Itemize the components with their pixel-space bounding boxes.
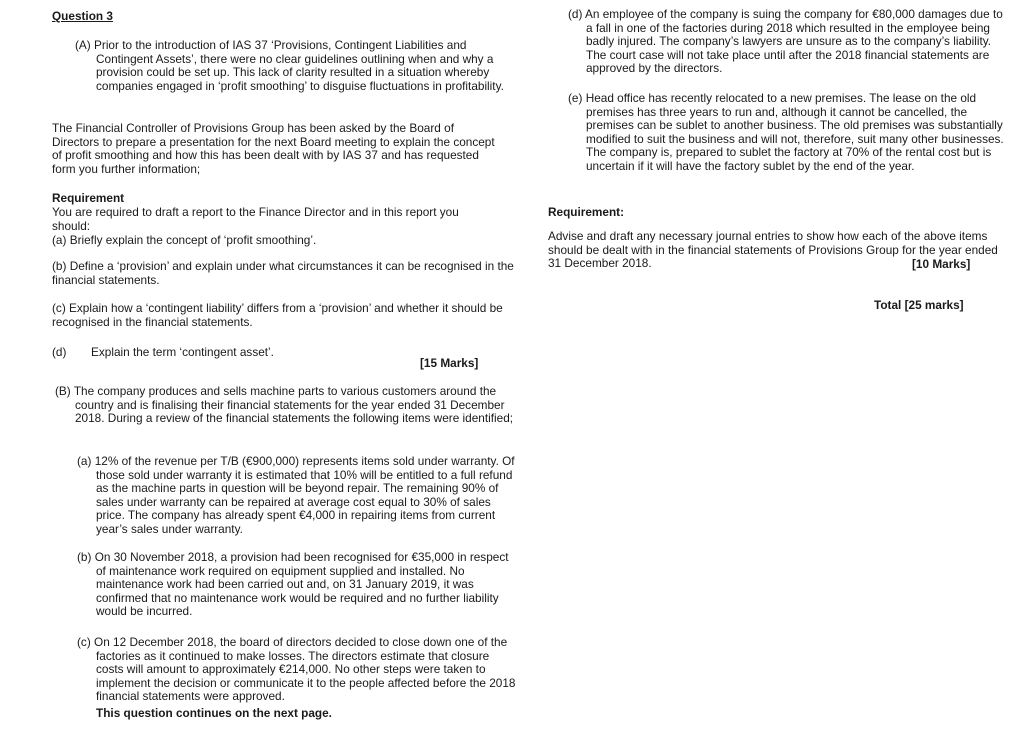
continues-note: This question continues on the next page. [96,706,332,720]
part-b-intro [55,385,520,426]
part-b-item-d-text: (d) An employee of the company is suing the company for €80,000 damages due to a fall in one of the factories during 2018 which resulted in the employee being badly injured. The company’s lawyers are unsure as to the company’s liability. The court case will not take place until after the 2018 financial statements are approved by the directors. [568,7,1003,76]
controller-paragraph: The Financial Controller of Provisions Group has been asked by the Board of Directors to prepare a presentation for the next Board meeting to explain the concept of profit smoothing and how this has been dealt with by IAS 37 and has requested form you further information; [52,121,495,176]
requirement-heading: Requirement [52,191,125,205]
requirement-item-d-label: (d) [52,345,67,359]
requirement-item-b: (b) Define a ‘provision’ and explain under what circumstances it can be recognised in the financial statements. [52,259,514,287]
part-b-requirement-text: Advise and draft any necessary journal entries to show how each of the above items should be dealt with in the financial statements of Provisions Group for the year ended 31 December 2018. [548,229,998,271]
part-b-item-c-text: (c) On 12 December 2018, the board of directors decided to close down one of the factories as it continued to make losses. The directors estimate that closure costs will amount to approximately €214,000. No other steps were taken to implement the decision or communicate it to the people affected before the 2018 financial statements were approved. [77,635,516,704]
total-marks: Total [25 marks] [874,298,964,312]
requirement-item-d-text: Explain the term ‘contingent asset’. [91,345,274,359]
part-a-label: (A) [75,38,91,52]
part-b-item-b-text: (b) On 30 November 2018, a provision had been recognised for €35,000 in respect of maintenance work required on equipment supplied and installed. No maintenance work had been carried out and, on 31 January 2019, it was confirmed that no maintenance work would be required and no further liability would be incurred. [77,550,509,619]
part-a-intro-text: Prior to the introduction of IAS 37 ‘Provisions, Contingent Liabilities and Contingent Assets’, there were no clear guidelines outlining when and why a provision could be set up. This lack of clarity resulted in a situation whereby companies engaged in ‘profit smoothing’ to disguise fluctuations in profitability. [94,38,504,93]
part-a-marks: [15 Marks] [420,356,479,370]
question-title: Question 3 [52,9,113,23]
part-b-item-a-text: (a) 12% of the revenue per T/B (€900,000) represents items sold under warranty. Of those sold under warranty it is estimated that 10% will be entitled to a full refund as the machine parts in question will be beyond repair. The remaining 90% of sales under warranty can be repaired at average cost equal to 30% of sales price. The company has already spent €4,000 in repairing items from current year’s sales under warranty. [77,454,515,536]
part-b-intro-text: The company produces and sells machine parts to various customers around the country and is finalising their financial statements for the year ended 31 December 2018. During a review of the financial statements the following items were identified; [73,384,514,426]
part-b-item-a [77,455,517,537]
part-b-item-e-text: (e) Head office has recently relocated to a new premises. The lease on the old premises has three years to run and, although it cannot be cancelled, the premises can be sublet to another business. The old premises was substantially modified to suit the business and will not, therefore, suit many other businesses. The company is, prepared to sublet the factory at 70% of the rental cost but is uncertain if it will have the factory sublet by the end of the year. [568,91,1004,173]
part-b-item-d [568,8,1008,76]
part-b-marks: [10 Marks] [912,257,971,271]
part-b-item-c [77,636,517,704]
part-a-intro [75,39,505,93]
requirement-item-c: (c) Explain how a ‘contingent liability’ differs from a ‘provision’ and whether it should be recognised in the financial statements. [52,301,503,329]
requirement-item-a: (a) Briefly explain the concept of ‘profit smoothing’. [52,233,317,247]
part-b-item-b [77,551,517,619]
part-b-item-e [568,92,1008,174]
part-b-label: (B) [55,384,71,398]
part-b-requirement-heading: Requirement: [548,205,625,219]
requirement-text: You are required to draft a report to the Finance Director and in this report you should: [52,205,459,233]
